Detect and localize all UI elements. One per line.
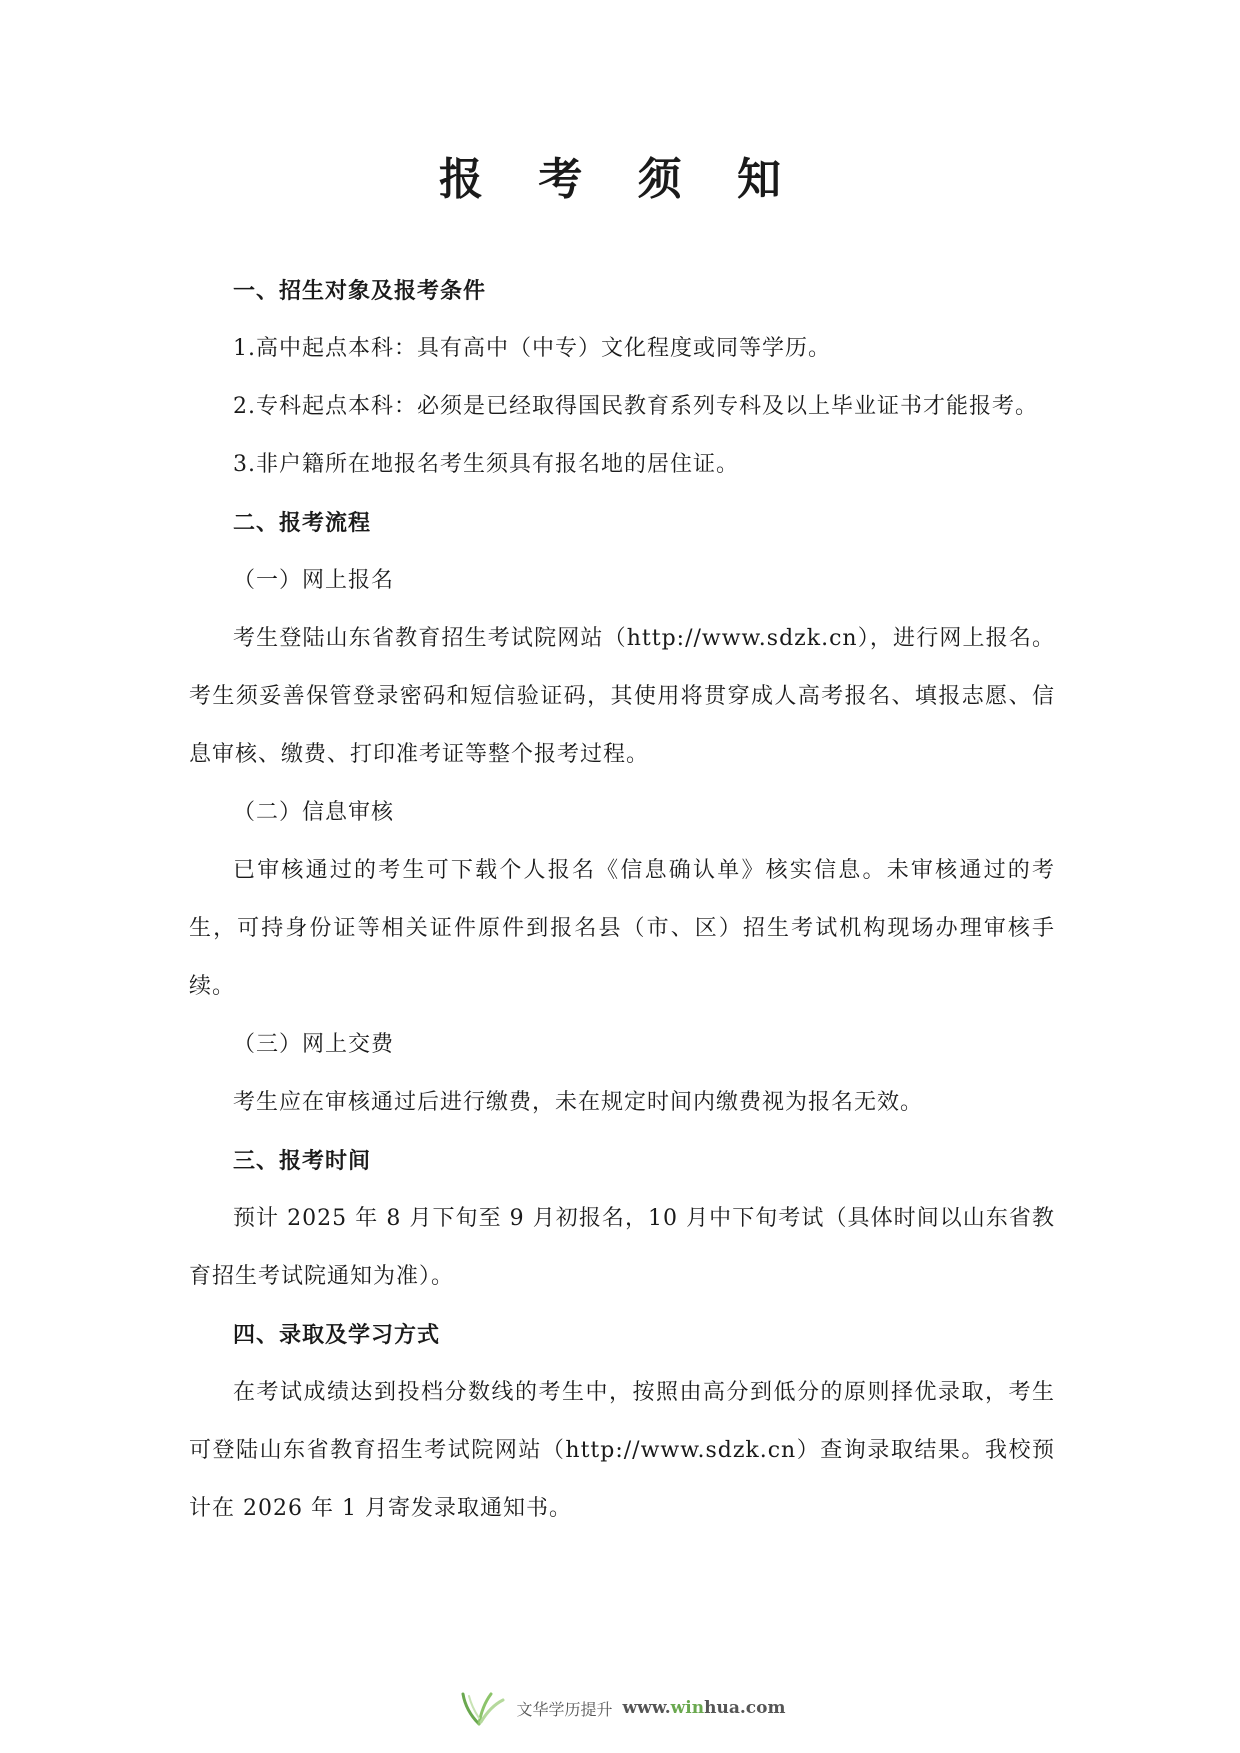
paragraph: （三）网上交费 (233, 1032, 395, 1057)
document-body (189, 262, 1055, 1538)
paragraph: 已审核通过的考生可下载个人报名《信息确认单》核实信息。未审核通过的考生，可持身份证等相关证件原件到报名县（市、区）招生考试机构现场办理审核手续。 (189, 858, 1055, 999)
section-heading: 四、录取及学习方式 (233, 1322, 441, 1348)
paragraph: 预计 2025 年 8 月下旬至 9 月初报名，10 月中下旬考试（具体时间以山东省教育招生考试院通知为准）。 (189, 1206, 1055, 1289)
section-heading: 二、报考流程 (233, 510, 372, 536)
footer-url[interactable]: www.winhua.com (622, 1698, 786, 1718)
leaf-logo-icon (455, 1688, 507, 1728)
section-heading: 三、报考时间 (233, 1148, 372, 1174)
paragraph: 考生应在审核通过后进行缴费，未在规定时间内缴费视为报名无效。 (233, 1090, 924, 1115)
paragraph: （二）信息审核 (233, 800, 395, 825)
paragraph: 2.专科起点本科：必须是已经取得国民教育系列专科及以上毕业证书才能报考。 (233, 394, 1038, 419)
section-heading: 一、招生对象及报考条件 (233, 278, 487, 304)
paragraph: 1.高中起点本科：具有高中（中专）文化程度或同等学历。 (233, 336, 831, 361)
paragraph: 在考试成绩达到投档分数线的考生中，按照由高分到低分的原则择优录取，考生可登陆山东省教育招生考试院网站（http://www.sdzk.cn）查询录取结果。我校预计在 2026 年 1 月寄发录取通知书。 (189, 1380, 1055, 1521)
footer (0, 1688, 1240, 1728)
paragraph: 考生登陆山东省教育招生考试院网站（http://www.sdzk.cn），进行网上报名。考生须妥善保管登录密码和短信验证码，其使用将贯穿成人高考报名、填报志愿、信息审核、缴费、打印准考证等整个报考过程。 (189, 626, 1055, 767)
page-title: 报 考 须 知 (439, 154, 801, 205)
footer-brand: 文华学历提升 (516, 1699, 613, 1719)
paragraph: 3.非户籍所在地报名考生须具有报名地的居住证。 (233, 452, 739, 477)
paragraph: （一）网上报名 (233, 568, 395, 593)
